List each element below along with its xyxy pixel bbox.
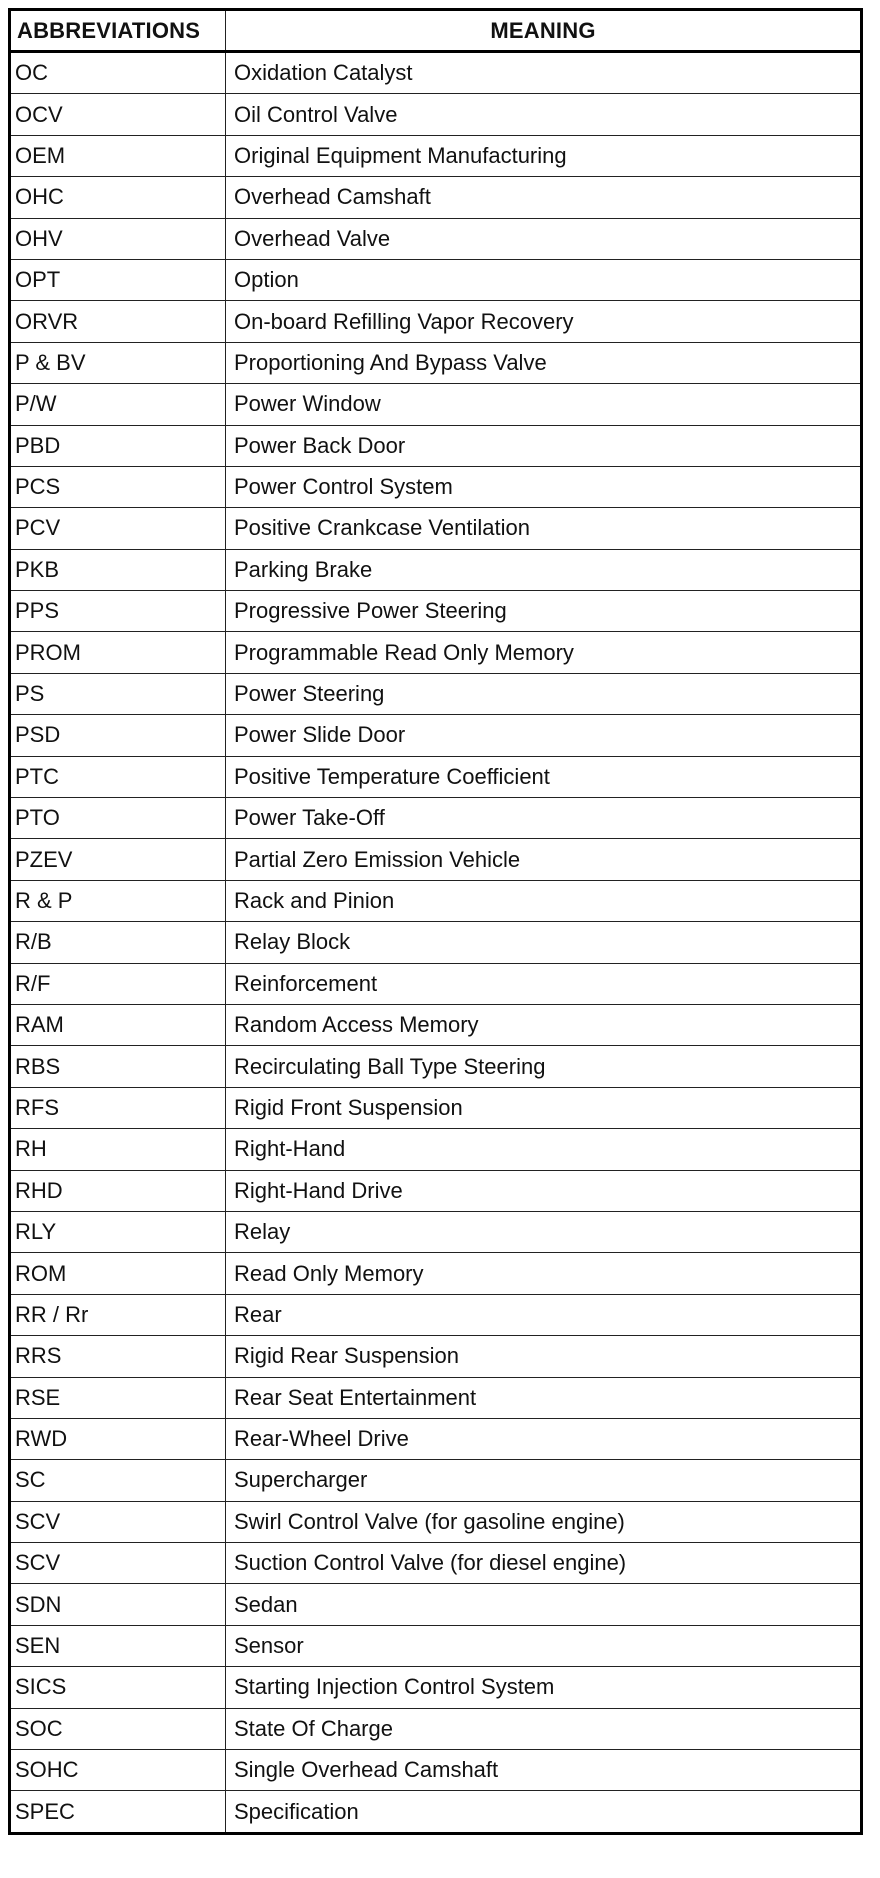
table-row (10, 1667, 862, 1708)
column-header-meaning: MEANING (226, 10, 862, 52)
table-row (10, 1418, 862, 1459)
meaning-cell: Rigid Front Suspension (226, 1087, 862, 1128)
abbreviation-cell: RFS (10, 1087, 226, 1128)
abbreviation-cell: SC (10, 1460, 226, 1501)
meaning-cell: Swirl Control Valve (for gasoline engine) (226, 1501, 862, 1542)
meaning-cell: Proportioning And Bypass Valve (226, 342, 862, 383)
meaning-cell: Power Window (226, 384, 862, 425)
meaning-cell: Random Access Memory (226, 1004, 862, 1045)
table-row (10, 1791, 862, 1833)
abbreviation-cell: PROM (10, 632, 226, 673)
abbreviation-cell: PCV (10, 508, 226, 549)
table-row (10, 1625, 862, 1666)
abbreviation-cell: SOHC (10, 1750, 226, 1791)
table-row (10, 632, 862, 673)
abbreviation-cell: P/W (10, 384, 226, 425)
table-row (10, 839, 862, 880)
meaning-cell: Supercharger (226, 1460, 862, 1501)
abbreviation-cell: PKB (10, 549, 226, 590)
abbreviations-table-container (8, 8, 860, 1835)
table-row (10, 1129, 862, 1170)
table-row (10, 259, 862, 300)
abbreviation-cell: OC (10, 52, 226, 94)
abbreviation-cell: R/B (10, 922, 226, 963)
meaning-cell: Sedan (226, 1584, 862, 1625)
table-row (10, 1294, 862, 1335)
table-row (10, 1501, 862, 1542)
meaning-cell: Option (226, 259, 862, 300)
table-header-row (10, 10, 862, 52)
table-row (10, 1584, 862, 1625)
abbreviation-cell: PBD (10, 425, 226, 466)
meaning-cell: Relay (226, 1211, 862, 1252)
table-row (10, 52, 862, 94)
abbreviation-cell: PTO (10, 798, 226, 839)
table-row (10, 466, 862, 507)
meaning-cell: Sensor (226, 1625, 862, 1666)
table-row (10, 425, 862, 466)
abbreviation-cell: PPS (10, 591, 226, 632)
table-row (10, 1087, 862, 1128)
meaning-cell: Right-Hand Drive (226, 1170, 862, 1211)
abbreviation-cell: RBS (10, 1046, 226, 1087)
table-row (10, 342, 862, 383)
table-row (10, 1750, 862, 1791)
meaning-cell: Rigid Rear Suspension (226, 1336, 862, 1377)
table-row (10, 1004, 862, 1045)
abbreviation-cell: ROM (10, 1253, 226, 1294)
table-row (10, 384, 862, 425)
table-row (10, 1253, 862, 1294)
table-row (10, 798, 862, 839)
abbreviation-cell: RLY (10, 1211, 226, 1252)
meaning-cell: Suction Control Valve (for diesel engine) (226, 1543, 862, 1584)
abbreviation-cell: RRS (10, 1336, 226, 1377)
abbreviation-cell: PS (10, 673, 226, 714)
meaning-cell: Starting Injection Control System (226, 1667, 862, 1708)
table-row (10, 94, 862, 135)
meaning-cell: Reinforcement (226, 963, 862, 1004)
meaning-cell: Oil Control Valve (226, 94, 862, 135)
meaning-cell: Single Overhead Camshaft (226, 1750, 862, 1791)
meaning-cell: Oxidation Catalyst (226, 52, 862, 94)
table-row (10, 135, 862, 176)
abbreviation-cell: PCS (10, 466, 226, 507)
abbreviation-cell: SDN (10, 1584, 226, 1625)
table-row (10, 756, 862, 797)
abbreviation-cell: R & P (10, 880, 226, 921)
meaning-cell: Relay Block (226, 922, 862, 963)
table-row (10, 922, 862, 963)
abbreviation-cell: RWD (10, 1418, 226, 1459)
table-row (10, 1708, 862, 1749)
abbreviation-cell: OHV (10, 218, 226, 259)
abbreviation-cell: SICS (10, 1667, 226, 1708)
abbreviation-cell: RHD (10, 1170, 226, 1211)
meaning-cell: Rear-Wheel Drive (226, 1418, 862, 1459)
abbreviation-cell: SCV (10, 1501, 226, 1542)
abbreviation-cell: OCV (10, 94, 226, 135)
table-row (10, 1170, 862, 1211)
meaning-cell: Progressive Power Steering (226, 591, 862, 632)
table-body (10, 52, 862, 1834)
meaning-cell: Power Take-Off (226, 798, 862, 839)
table-row (10, 963, 862, 1004)
table-row (10, 177, 862, 218)
table-row (10, 549, 862, 590)
meaning-cell: Rack and Pinion (226, 880, 862, 921)
column-header-abbreviations: ABBREVIATIONS (10, 10, 226, 52)
table-row (10, 508, 862, 549)
abbreviation-cell: PTC (10, 756, 226, 797)
meaning-cell: Rear Seat Entertainment (226, 1377, 862, 1418)
abbreviation-cell: OPT (10, 259, 226, 300)
meaning-cell: Parking Brake (226, 549, 862, 590)
table-row (10, 591, 862, 632)
abbreviation-cell: RSE (10, 1377, 226, 1418)
meaning-cell: Right-Hand (226, 1129, 862, 1170)
meaning-cell: Power Back Door (226, 425, 862, 466)
meaning-cell: Programmable Read Only Memory (226, 632, 862, 673)
table-row (10, 218, 862, 259)
table-row (10, 1211, 862, 1252)
table-row (10, 715, 862, 756)
meaning-cell: Positive Crankcase Ventilation (226, 508, 862, 549)
table-row (10, 1046, 862, 1087)
abbreviation-cell: RR / Rr (10, 1294, 226, 1335)
abbreviation-cell: SCV (10, 1543, 226, 1584)
table-row (10, 1377, 862, 1418)
table-row (10, 1460, 862, 1501)
meaning-cell: On-board Refilling Vapor Recovery (226, 301, 862, 342)
abbreviation-cell: SPEC (10, 1791, 226, 1833)
meaning-cell: Overhead Valve (226, 218, 862, 259)
abbreviations-table (8, 8, 863, 1835)
abbreviation-cell: PZEV (10, 839, 226, 880)
meaning-cell: Power Slide Door (226, 715, 862, 756)
abbreviation-cell: ORVR (10, 301, 226, 342)
abbreviation-cell: P & BV (10, 342, 226, 383)
abbreviation-cell: RAM (10, 1004, 226, 1045)
meaning-cell: Rear (226, 1294, 862, 1335)
meaning-cell: Power Steering (226, 673, 862, 714)
meaning-cell: Power Control System (226, 466, 862, 507)
abbreviation-cell: OHC (10, 177, 226, 218)
meaning-cell: State Of Charge (226, 1708, 862, 1749)
abbreviation-cell: SEN (10, 1625, 226, 1666)
meaning-cell: Read Only Memory (226, 1253, 862, 1294)
table-row (10, 880, 862, 921)
abbreviation-cell: PSD (10, 715, 226, 756)
table-row (10, 301, 862, 342)
table-row (10, 1543, 862, 1584)
abbreviation-cell: OEM (10, 135, 226, 176)
meaning-cell: Positive Temperature Coefficient (226, 756, 862, 797)
table-row (10, 673, 862, 714)
abbreviation-cell: SOC (10, 1708, 226, 1749)
abbreviation-cell: RH (10, 1129, 226, 1170)
abbreviation-cell: R/F (10, 963, 226, 1004)
meaning-cell: Partial Zero Emission Vehicle (226, 839, 862, 880)
meaning-cell: Recirculating Ball Type Steering (226, 1046, 862, 1087)
table-row (10, 1336, 862, 1377)
meaning-cell: Overhead Camshaft (226, 177, 862, 218)
meaning-cell: Specification (226, 1791, 862, 1833)
meaning-cell: Original Equipment Manufacturing (226, 135, 862, 176)
